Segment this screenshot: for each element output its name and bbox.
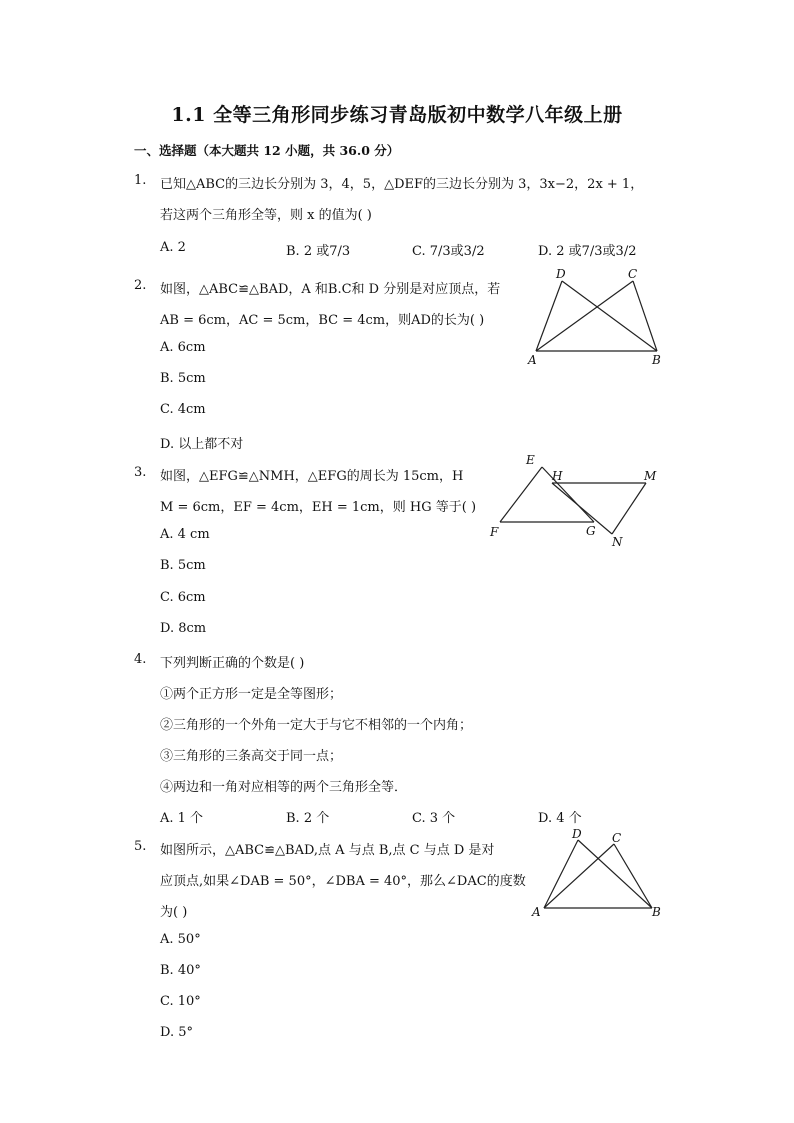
option-a: A. 2: [160, 240, 186, 255]
option-c: C. 6cm: [160, 590, 206, 605]
figure-label: A: [532, 905, 541, 919]
question-text-line: 如图，△EFG≌△NMH，△EFG的周长为 15cm，H: [160, 469, 464, 484]
option-d: D. 4 个: [538, 811, 582, 826]
figure-label: D: [556, 267, 566, 281]
question-text-line: 如图，△ABC≌△BAD，A 和B.C和 D 分别是对应顶点，若: [160, 282, 501, 297]
question-text-line: 为( ): [160, 905, 188, 920]
option-a: A. 6cm: [160, 340, 206, 355]
option-c: C. 7/3或3/2: [412, 244, 485, 259]
option-d: D. 以上都不对: [160, 437, 244, 452]
statement-3: ③三角形的三条高交于同一点；: [160, 749, 343, 764]
figure-label: E: [526, 453, 535, 467]
option-b: B. 5cm: [160, 558, 206, 573]
option-c: C. 10°: [160, 994, 201, 1009]
figure-label: N: [612, 535, 623, 549]
question-number: 2.: [134, 278, 147, 293]
figure-q3: [486, 452, 666, 552]
option-b: B. 40°: [160, 963, 201, 978]
figure-label: B: [652, 905, 661, 919]
figure-label: A: [528, 353, 537, 367]
option-b: B. 2 个: [286, 811, 330, 826]
figure-label: F: [490, 525, 499, 539]
question-number: 3.: [134, 465, 147, 480]
question-text-line: M = 6cm，EF = 4cm，EH = 1cm，则 HG 等于( ): [160, 500, 477, 515]
figure-label: D: [572, 827, 582, 841]
figure-q5: [528, 826, 668, 924]
statement-4: ④两边和一角对应相等的两个三角形全等．: [160, 780, 408, 795]
option-a: A. 50°: [160, 932, 201, 947]
question-text-line: AB = 6cm，AC = 5cm，BC = 4cm，则AD的长为( ): [160, 313, 485, 328]
question-text-line: 已知△ABC的三边长分别为 3，4，5，△DEF的三边长分别为 3，3x−2，2x + 1，: [160, 177, 644, 192]
option-d: D. 8cm: [160, 621, 207, 636]
page-title: 1.1 全等三角形同步练习青岛版初中数学八年级上册: [171, 104, 623, 126]
figure-label: B: [652, 353, 661, 367]
option-b: B. 5cm: [160, 371, 206, 386]
figure-label: G: [586, 524, 596, 538]
option-a: A. 4 cm: [160, 527, 210, 542]
option-c: C. 4cm: [160, 402, 206, 417]
figure-label: C: [628, 267, 638, 281]
question-text-line: 若这两个三角形全等，则 x 的值为( ): [160, 208, 372, 223]
section-heading: 一、选择题（本大题共 12 小题，共 36.0 分）: [134, 143, 400, 158]
option-d: D. 5°: [160, 1025, 193, 1040]
figure-label: M: [644, 469, 657, 483]
question-number: 1.: [134, 173, 147, 188]
statement-1: ①两个正方形一定是全等图形；: [160, 687, 343, 702]
figure-label: H: [552, 469, 563, 483]
question-text-line: 下列判断正确的个数是( ): [160, 656, 305, 671]
figure-label: C: [612, 831, 622, 845]
question-text-line: 应顶点,如果∠DAB = 50°，∠DBA = 40°，那么∠DAC的度数: [160, 874, 526, 889]
question-number: 4.: [134, 652, 147, 667]
option-c: C. 3 个: [412, 811, 456, 826]
option-a: A. 1 个: [160, 811, 204, 826]
question-text-line: 如图所示，△ABC≌△BAD,点 A 与点 B,点 C 与点 D 是对: [160, 843, 495, 858]
statement-2: ②三角形的一个外角一定大于与它不相邻的一个内角；: [160, 718, 473, 733]
figure-q2: [524, 264, 664, 370]
question-number: 5.: [134, 839, 147, 854]
option-b: B. 2 或7/3: [286, 244, 351, 259]
option-d: D. 2 或7/3或3/2: [538, 244, 637, 259]
